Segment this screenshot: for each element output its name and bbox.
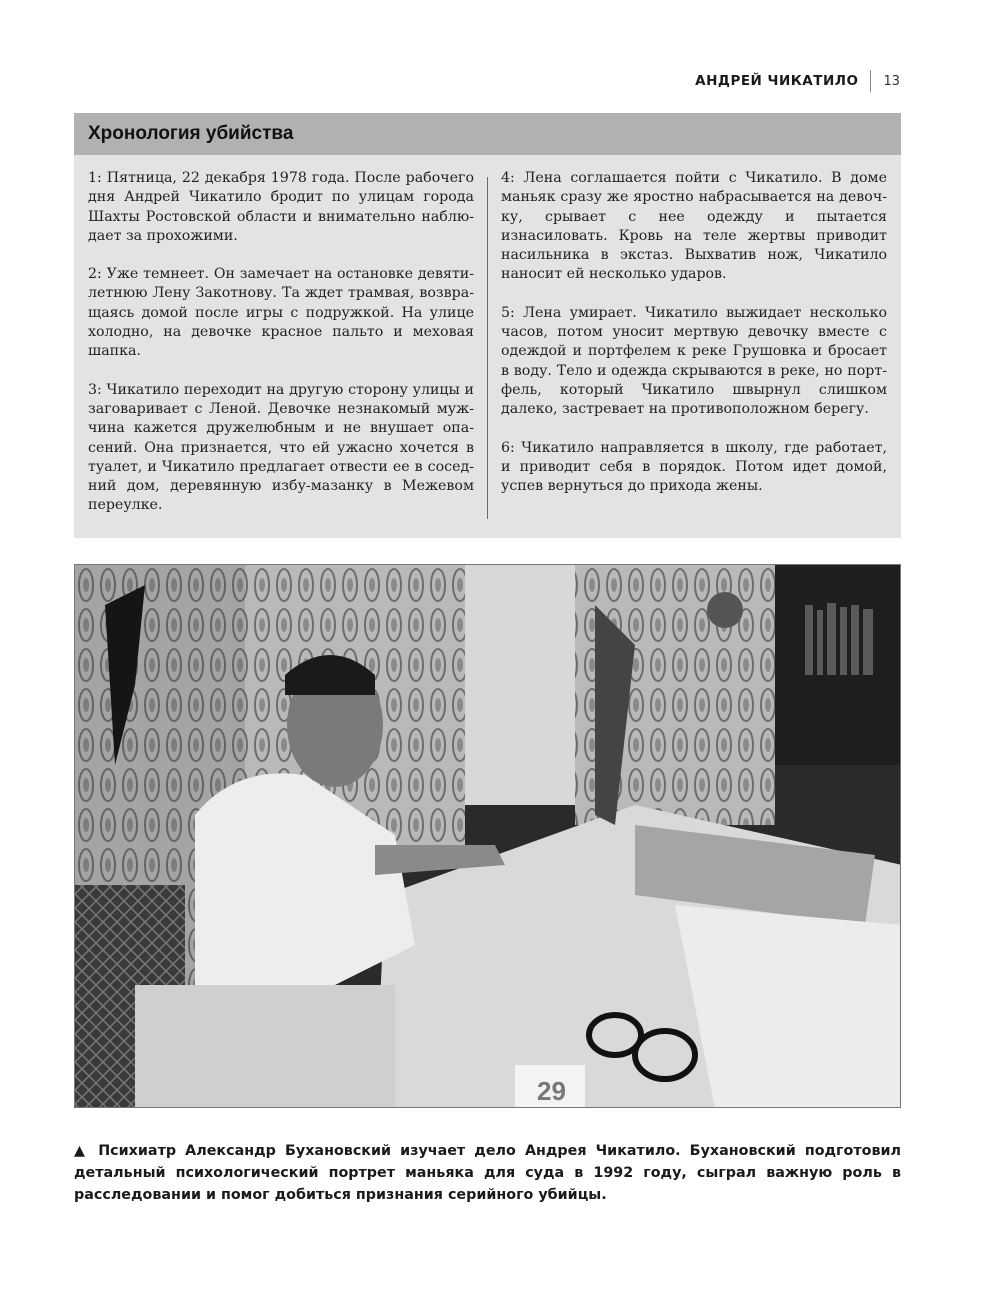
page-number: 13 (883, 73, 900, 89)
timeline-entry: 2: Уже темнеет. Он замечает на остановке девятилетнюю Лену Закотнову. Та ждет трамвая, возвращаясь домой после игры с подружкой. На улице холодно, на девочке красное пальто и меховая шапка. (88, 266, 474, 360)
running-head (695, 70, 900, 92)
calendar-date: 29 (537, 1076, 566, 1106)
timeline-entry: 3: Чикатило переходит на другую сторону улицы и заговаривает с Леной. Девочке незнакомый мужчина кажется дружелюбным и не внушает опасений. Она признается, что ей ужасно хочется в туалет, и Чикатило предлагает отвести ее в соседний дом, деревянную избу-мазанку в Межевом переулке. (88, 381, 474, 514)
timeline-entry: 6: Чикатило направляется в школу, где работает, и приводит себя в порядок. Потом идет домой, успев вернуться до прихода жены. (501, 439, 887, 495)
wall-lamp (707, 592, 743, 628)
triangle-up-icon: ▲ (74, 1143, 90, 1159)
photo-illustration (75, 565, 901, 1108)
running-head-divider (870, 70, 871, 92)
sidebar-title: Хронология убийства (88, 123, 294, 144)
running-head-title: АНДРЕЙ ЧИКАТИЛО (695, 73, 859, 89)
window-light (465, 565, 575, 805)
sidebar-header (74, 113, 901, 155)
man-trousers (135, 985, 395, 1108)
photograph (74, 564, 901, 1108)
timeline-entry: 5: Лена умирает. Чикатило выжидает несколько часов, потом уносит мертвую девочку вместе с одеждой и портфелем к реке Грушовка и бросает в воду. Тело и одежда скрываются в реке, но портфель, который Чикатило швырнул слишком далеко, застревает на противоположном берегу. (501, 304, 887, 418)
caption-text: Психиатр Александр Бухановский изучает дело Андрея Чикатило. Бухановский подготовил детальный психологический портрет маньяка для суда в 1992 году, сыграл важную роль в расследовании и помог добиться признания серийного убийцы. (74, 1143, 901, 1203)
timeline-entry: 1: Пятница, 22 декабря 1978 года. После рабочего дня Андрей Чикатило бродит по улицам города Шахты Ростовской области и внимательно наблюдает за прохожими. (88, 170, 474, 244)
timeline-entry: 4: Лена соглашается пойти с Чикатило. В доме маньяк сразу же яростно набрасывается на девочку, срывает с нее одежду и пытается изнасиловать. Кровь на теле жертвы приводит насильника в экстаз. Выхватив нож, Чикатило наносит ей несколько ударов. (501, 170, 887, 283)
sidebar-right-column (501, 169, 887, 520)
bookshelf (775, 565, 901, 765)
column-divider (487, 177, 488, 519)
photo-caption (74, 1140, 901, 1206)
sidebar-left-column (88, 169, 474, 520)
chronology-sidebar (74, 113, 901, 538)
